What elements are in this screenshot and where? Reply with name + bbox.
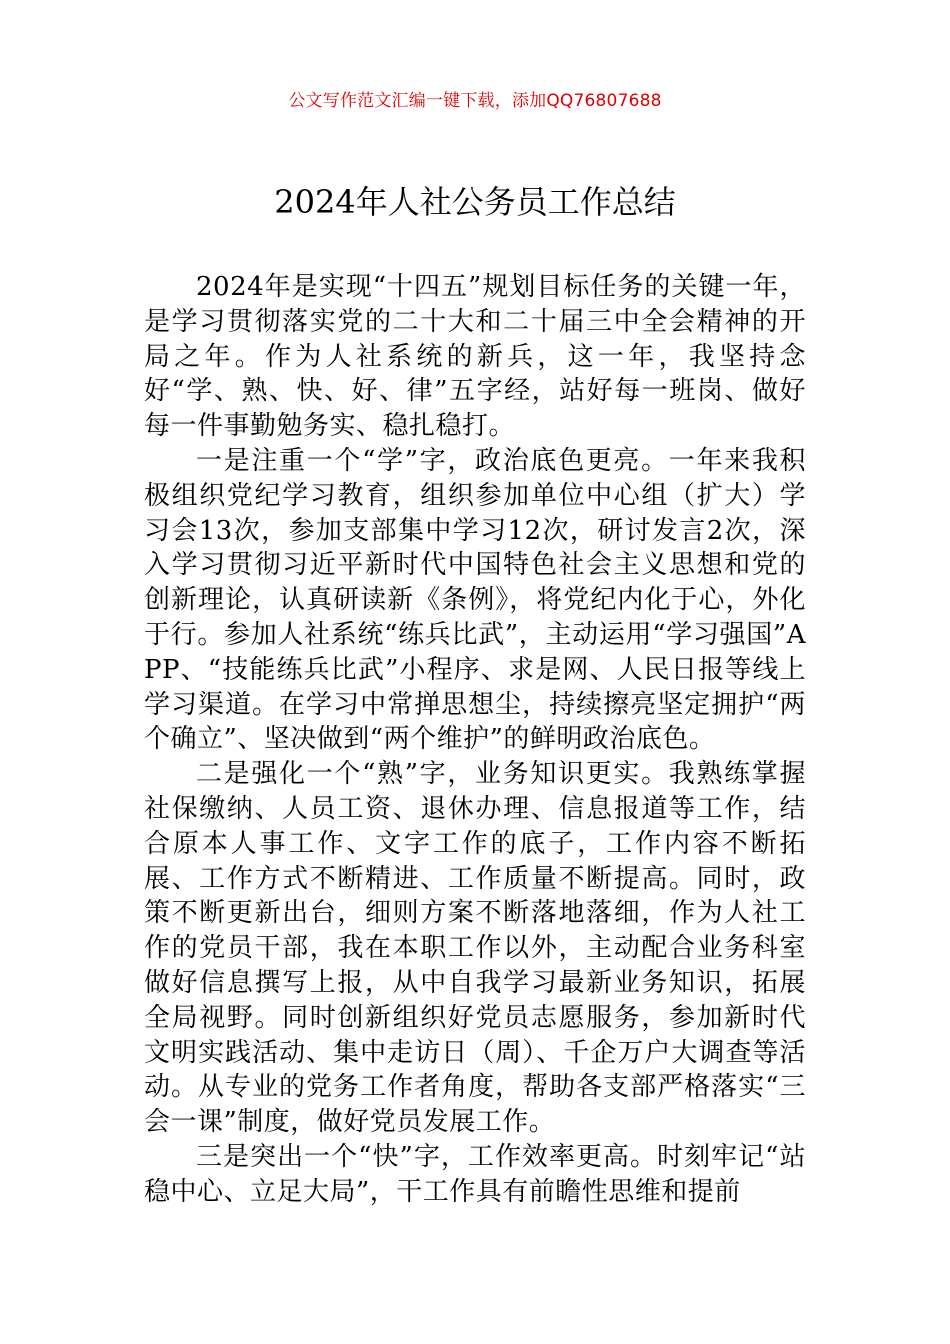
paragraph-intro: 2024年是实现“十四五”规划目标任务的关键一年，是学习贯彻落实党的二十大和二十届三中全会精神的开局之年。作为人社系统的新兵，这一年，我坚持念好“学、熟、快、好、律”五字经，站好每一班岗、做好每一件事勤勉务实、稳扎稳打。 [144, 272, 806, 442]
paragraph-proficiency: 二是强化一个“熟”字，业务知识更实。我熟练掌握社保缴纳、人员工资、退休办理、信息报道等工作，结合原本人事工作、文字工作的底子，工作内容不断拓展、工作方式不断精进、工作质量不断提高。同时，政策不断更新出台，细则方案不断落地落细，作为人社工作的党员干部，我在本职工作以外，主动配合业务科室做好信息撰写上报，从中自我学习最新业务知识，拓展全局视野。同时创新组织好党员志愿服务，参加新时代文明实践活动、集中走访日（周）、千企万户大调查等活动。从专业的党务工作者角度，帮助各支部严格落实“三会一课”制度，做好党员发展工作。 [144, 759, 806, 1138]
paragraph-study: 一是注重一个“学”字，政治底色更亮。一年来我积极组织党纪学习教育，组织参加单位中心组（扩大）学习会13次，参加支部集中学习12次，研讨发言2次，深入学习贯彻习近平新时代中国特色社会主义思想和党的创新理论，认真研读新《条例》，将党纪内化于心，外化于行。参加人社系统“练兵比武”，主动运用“学习强国”APP、“技能练兵比武”小程序、求是网、人民日报等线上学习渠道。在学习中常掸思想尘，持续擦亮坚定拥护“两个确立”、坚决做到“两个维护”的鲜明政治底色。 [144, 445, 806, 755]
watermark-header: 公文写作范文汇编一键下载，添加QQ76807688 [288, 91, 662, 111]
paragraph-efficiency: 三是突出一个“快”字，工作效率更高。时刻牢记“站稳中心、立足大局”，干工作具有前瞻性思维和提前 [144, 1141, 806, 1207]
document-body [144, 270, 806, 1210]
document-title: 2024年人社公务员工作总结 [274, 183, 676, 221]
